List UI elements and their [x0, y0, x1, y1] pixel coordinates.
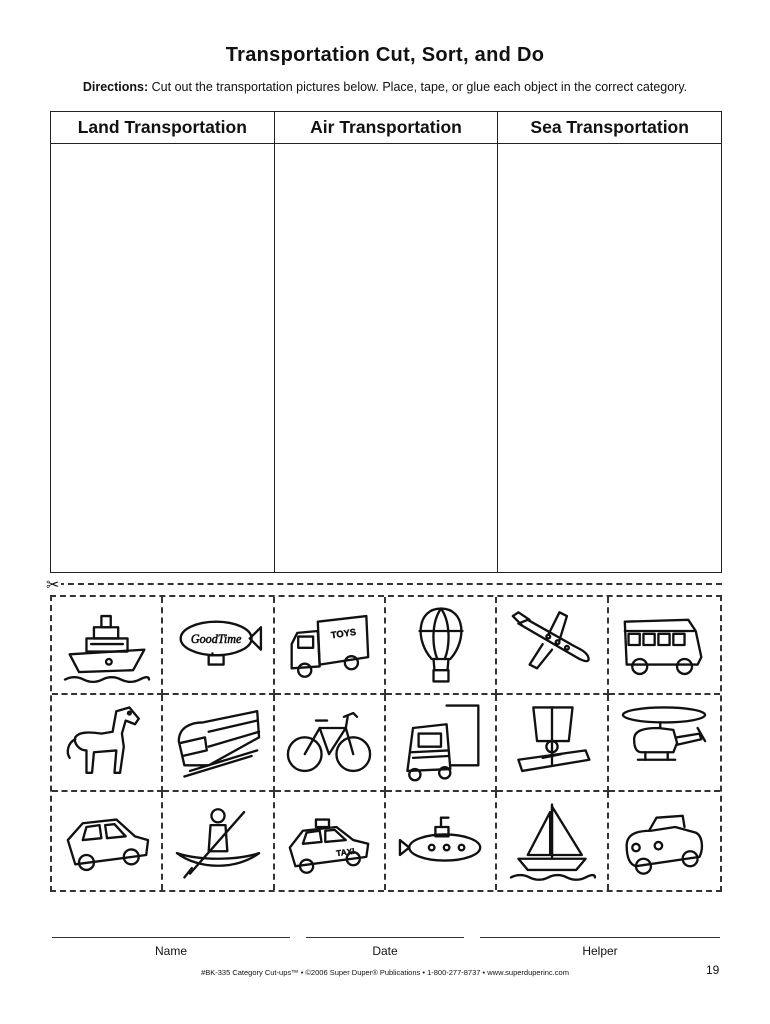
picture-semi-truck[interactable]: [386, 695, 497, 793]
sorting-table: [50, 111, 722, 573]
helper-label: Helper: [582, 944, 618, 958]
airplane-icon: [505, 603, 599, 687]
helicopter-icon: [617, 700, 711, 784]
date-label: Date: [372, 944, 398, 958]
picture-helicopter[interactable]: [609, 695, 720, 793]
column-header-land: Land Transportation: [51, 112, 274, 144]
convertible-car-icon: [617, 799, 711, 883]
column-sea: [497, 112, 721, 572]
blimp-icon: [171, 603, 265, 687]
directions-text: Cut out the transportation pictures below. Place, tape, or glue each object in the correct category.: [151, 80, 688, 94]
blimp-label: GoodTime: [190, 631, 242, 646]
bicycle-icon: [282, 700, 376, 784]
cut-line: [48, 583, 722, 585]
helper-line[interactable]: [480, 937, 720, 938]
column-land: [51, 112, 274, 572]
train-icon: [171, 700, 265, 784]
delivery-truck-icon: [282, 603, 376, 687]
column-air: [274, 112, 498, 572]
picture-grid: [50, 595, 722, 892]
canoe-icon: [171, 799, 265, 883]
picture-car[interactable]: [52, 792, 163, 890]
column-header-sea: Sea Transportation: [498, 112, 721, 144]
page-title: Transportation Cut, Sort, and Do: [225, 44, 545, 66]
name-line[interactable]: [52, 937, 290, 938]
picture-sailboat[interactable]: [497, 792, 608, 890]
submarine-icon: [394, 799, 488, 883]
directions-label: Directions:: [82, 80, 149, 94]
page-number: 19: [706, 963, 720, 977]
picture-convertible-car[interactable]: [609, 792, 720, 890]
column-header-air: Air Transportation: [275, 112, 498, 144]
picture-taxi[interactable]: [275, 792, 386, 890]
date-line[interactable]: [306, 937, 464, 938]
name-label: Name: [154, 944, 187, 958]
picture-submarine[interactable]: [386, 792, 497, 890]
picture-hot-air-balloon[interactable]: [386, 597, 497, 695]
sailboat-icon: [505, 799, 599, 883]
taxi-label: TAXI: [335, 845, 356, 859]
car-icon: [60, 799, 154, 883]
horse-icon: [60, 700, 154, 784]
picture-school-bus[interactable]: [609, 597, 720, 695]
picture-airplane[interactable]: [497, 597, 608, 695]
picture-raft[interactable]: [497, 695, 608, 793]
picture-horse[interactable]: [52, 695, 163, 793]
picture-delivery-truck[interactable]: [275, 597, 386, 695]
school-bus-icon: [617, 603, 711, 687]
picture-blimp[interactable]: [163, 597, 274, 695]
scissors-icon: ✂: [46, 577, 60, 594]
hot-air-balloon-icon: [394, 603, 488, 687]
directions: [0, 80, 770, 94]
truck-label: TOYS: [330, 626, 358, 641]
picture-train[interactable]: [163, 695, 274, 793]
taxi-icon: [282, 799, 376, 883]
footer-text: #BK-335 Category Cut-ups™ • ©2006 Super Duper® Publications • 1-800-277-8737 • www.superduperinc.com: [201, 968, 569, 977]
picture-canoe[interactable]: [163, 792, 274, 890]
picture-cruise-ship[interactable]: [52, 597, 163, 695]
raft-icon: [505, 700, 599, 784]
semi-truck-icon: [394, 700, 488, 784]
picture-bicycle[interactable]: [275, 695, 386, 793]
cruise-ship-icon: [60, 603, 154, 687]
